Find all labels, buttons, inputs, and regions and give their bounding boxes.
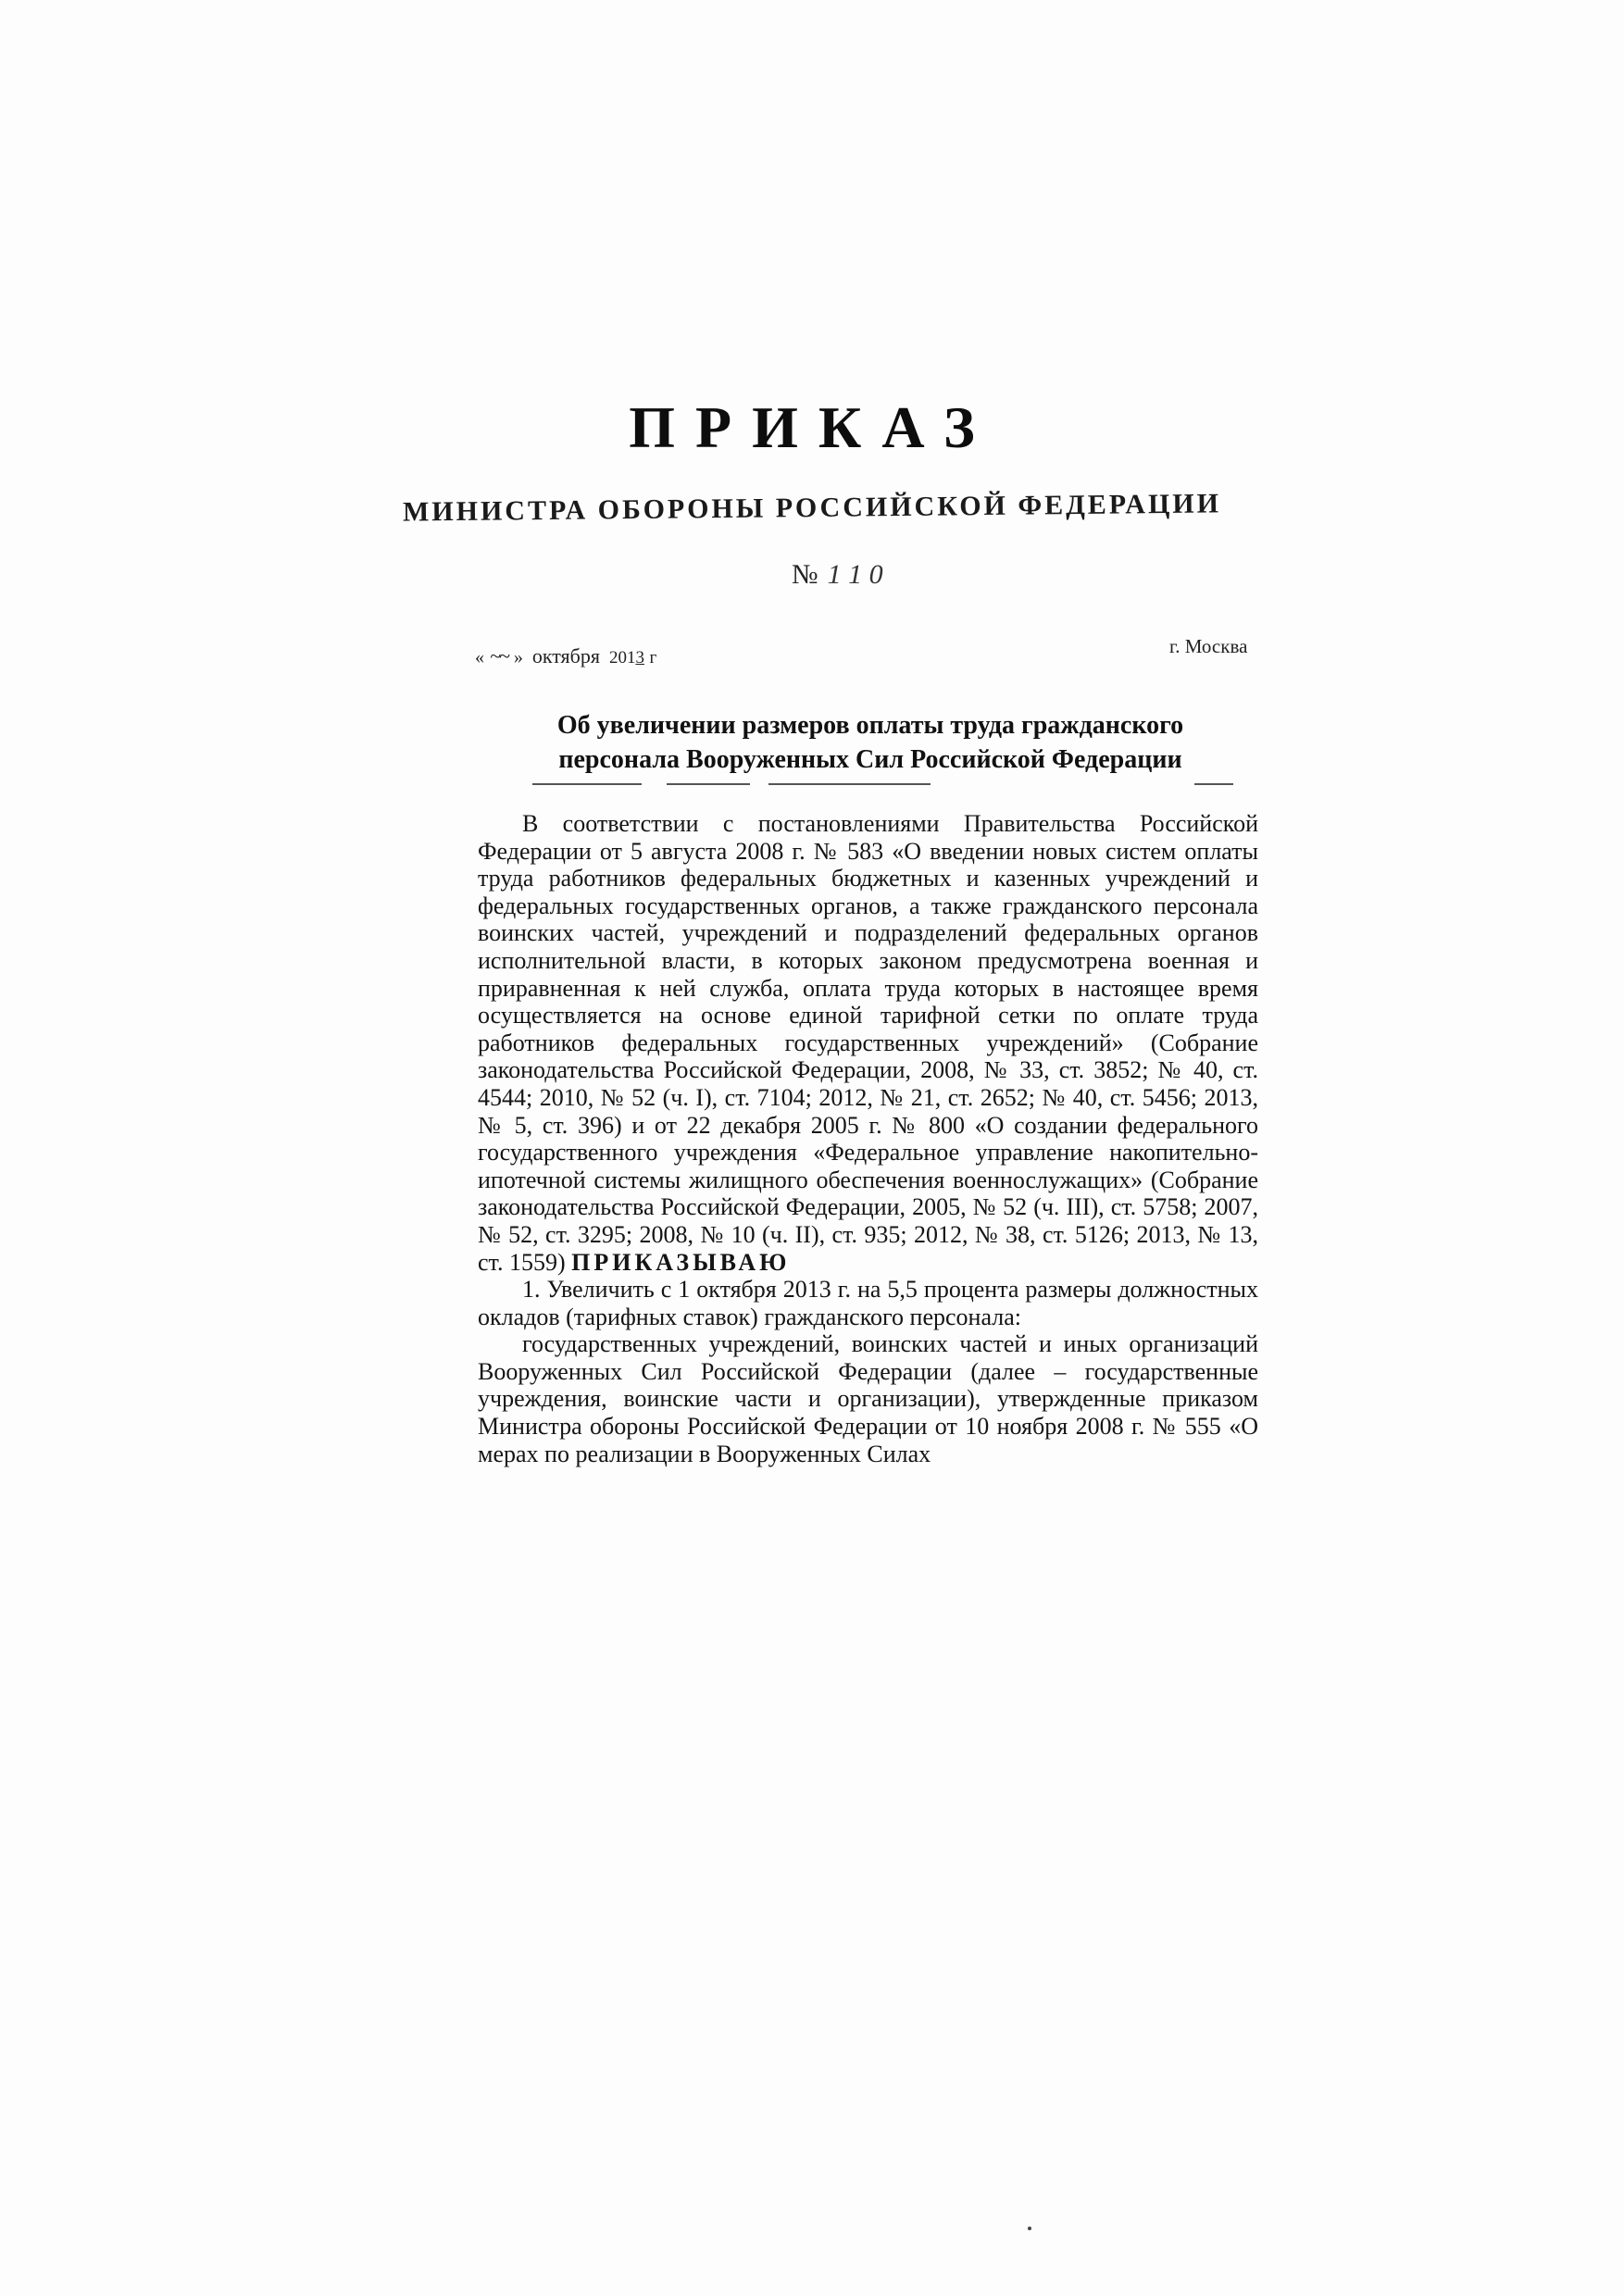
order-heading: Об увеличении размеров оплаты труда гражданского персонала Вооруженных Сил Российской Федерации (556, 711, 1184, 774)
order-date (475, 644, 656, 668)
heading-underline-4 (1194, 783, 1233, 785)
date-day: ~~ (490, 644, 508, 668)
date-year-prefix: 201 (608, 648, 636, 668)
item-1-paragraph: 1. Увеличить с 1 октября 2013 г. на 5,5 процента размеры должностных окладов (тарифных ставок) гражданского персонала: (478, 1276, 1258, 1330)
document-body (478, 810, 1258, 1467)
item-1a-paragraph: государственных учреждений, воинских частей и иных организаций Вооруженных Сил Российской Федерации (далее – государственные учреждения, воинские части и организации), утвержденные приказом Министра обороны Российской Федерации от 10 ноября 2008 г. № 555 «О мерах по реализации в Вооруженных Силах (478, 1330, 1258, 1467)
heading-underline-3 (768, 783, 931, 785)
preamble-paragraph (478, 810, 1258, 1276)
document-title: ПРИКАЗ (629, 394, 995, 460)
scan-speck (1028, 2227, 1031, 2230)
date-year-unit: г (649, 648, 657, 668)
order-number (792, 559, 883, 591)
date-month: октября (531, 644, 600, 668)
order-word: ПРИКАЗЫВАЮ (571, 1248, 791, 1276)
heading-underline-1 (532, 783, 642, 785)
preamble-text: В соответствии с постановлениями Правительства Российской Федерации от 5 августа 2008 г. № 583 «О введении новых систем оплаты труда работников федеральных бюджетных и казенных учреждений и федеральных государственных органов, а также гражданского персонала воинских частей, учреждений и подразделений федеральных органов исполнительной власти, в которых законом предусмотрена военная и приравненная к ней служба, оплата труда которых в настоящее время осуществляется на основе единой тарифной сетки по оплате труда работников федеральных государственных учреждений» (Собрание законодательства Российской Федерации, 2008, № 33, ст. 3852; № 40, ст. 4544; 2010, № 52 (ч. I), ст. 7104; 2012, № 21, ст. 2652; № 40, ст. 5456; 2013, № 5, ст. 396) и от 22 декабря 2005 г. № 800 «О создании федерального государственного учреждения «Федеральное управление накопительно-ипотечной системы жилищного обеспечения военнослужащих» (Собрание законодательства Российской Федерации, 2005, № 52 (ч. III), ст. 5758; 2007, № 52, ст. 3295; 2008, № 10 (ч. II), ст. 935; 2012, № 38, ст. 5126; 2013, № 13, ст. 1559) (478, 810, 1258, 1276)
order-city: г. Москва (1169, 635, 1248, 657)
document-subtitle: МИНИСТРА ОБОРОНЫ РОССИЙСКОЙ ФЕДЕРАЦИИ (402, 488, 1222, 528)
date-quote-close: » (513, 647, 523, 668)
heading-underline-2 (667, 783, 750, 785)
date-quote-open: « (475, 647, 484, 668)
order-number-label: № (792, 559, 818, 590)
date-year-suffix: 3 (635, 648, 644, 668)
order-number-value: 1 1 0 (827, 559, 883, 590)
